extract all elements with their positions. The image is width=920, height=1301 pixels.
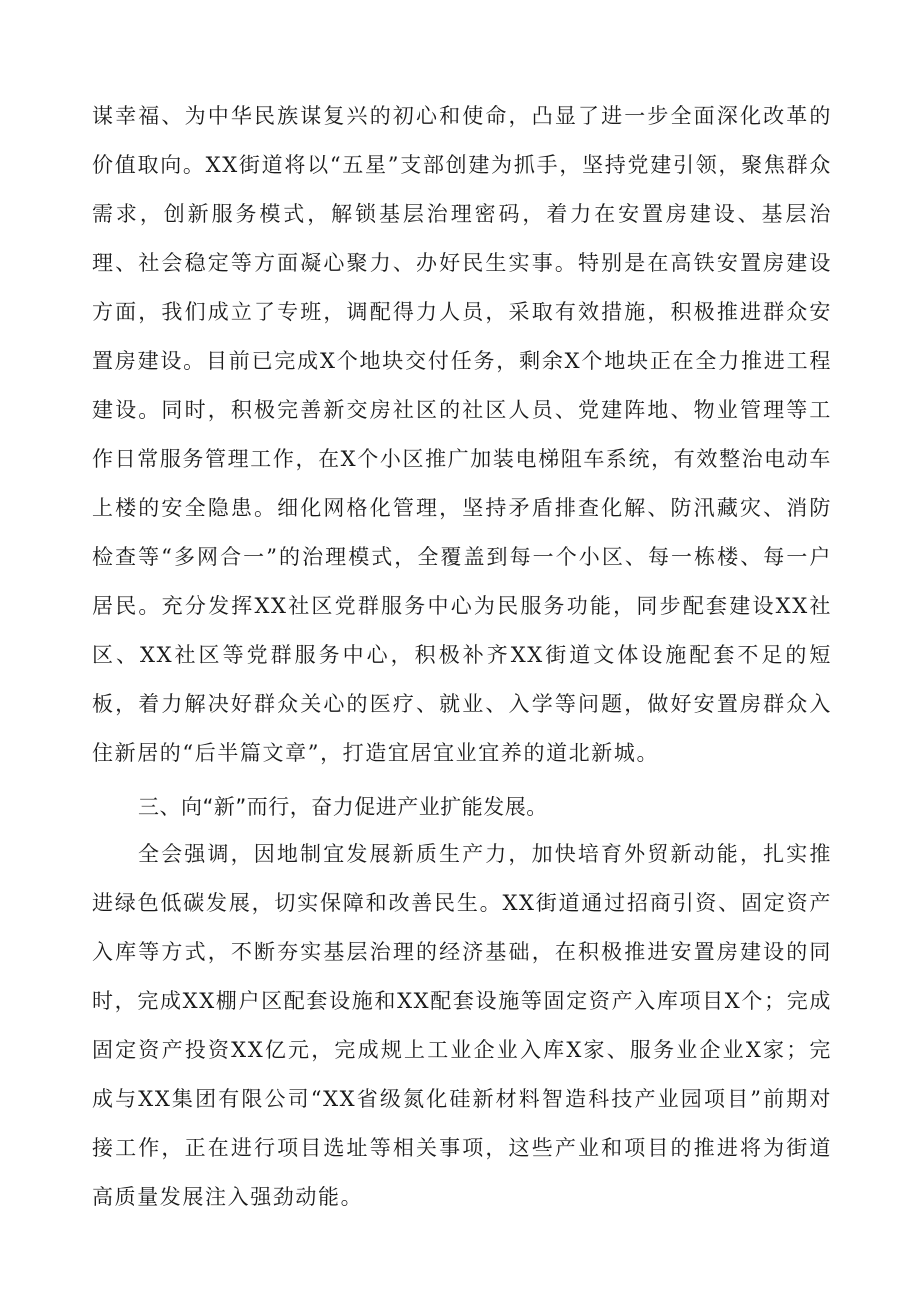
body-paragraph: 全会强调，因地制宜发展新质生产力，加快培育外贸新动能，扎实推进绿色低碳发展，切实保障和改善民生。XX街道通过招商引资、固定资产入库等方式，不断夯实基层治理的经济基础，在积极推进安置房建设的同时，完成XX棚户区配套设施和XX配套设施等固定资产入库项目X个；完成固定资产投资XX亿元，完成规上工业企业入库X家、服务业企业X家；完成与XX集团有限公司“XX省级氮化硅新材料智造科技产业园项目”前期对接工作，正在进行项目选址等相关事项，这些产业和项目的推进将为街道高质量发展注入强劲动能。	[92, 842, 832, 1209]
body-paragraph: 谋幸福、为中华民族谋复兴的初心和使命，凸显了进一步全面深化改革的价值取向。XX街道将以“五星”支部创建为抓手，坚持党建引领，聚焦群众需求，创新服务模式，解锁基层治理密码，着力在安置房建设、基层治理、社会稳定等方面凝心聚力、办好民生实事。特别是在高铁安置房建设方面，我们成立了专班，调配得力人员，采取有效措施，积极推进群众安置房建设。目前已完成X个地块交付任务，剩余X个地块正在全力推进工程建设。同时，积极完善新交房社区的社区人员、党建阵地、物业管理等工作日常服务管理工作，在X个小区推广加装电梯阻车系统，有效整治电动车上楼的安全隐患。细化网格化管理，坚持矛盾排查化解、防汛藏灾、消防检查等“多网合一”的治理模式，全覆盖到每一个小区、每一栋楼、每一户居民。充分发挥XX社区党群服务中心为民服务功能，同步配套建设XX社区、XX社区等党群服务中心，积极补齐XX街道文体设施配套不足的短板，着力解决好群众关心的医疗、就业、入学等问题，做好安置房群众入住新居的“后半篇文章”，打造宜居宜业宜养的道北新城。	[92, 104, 832, 765]
section-heading: 三、向“新”而行，奋力促进产业扩能发展。	[138, 795, 548, 819]
